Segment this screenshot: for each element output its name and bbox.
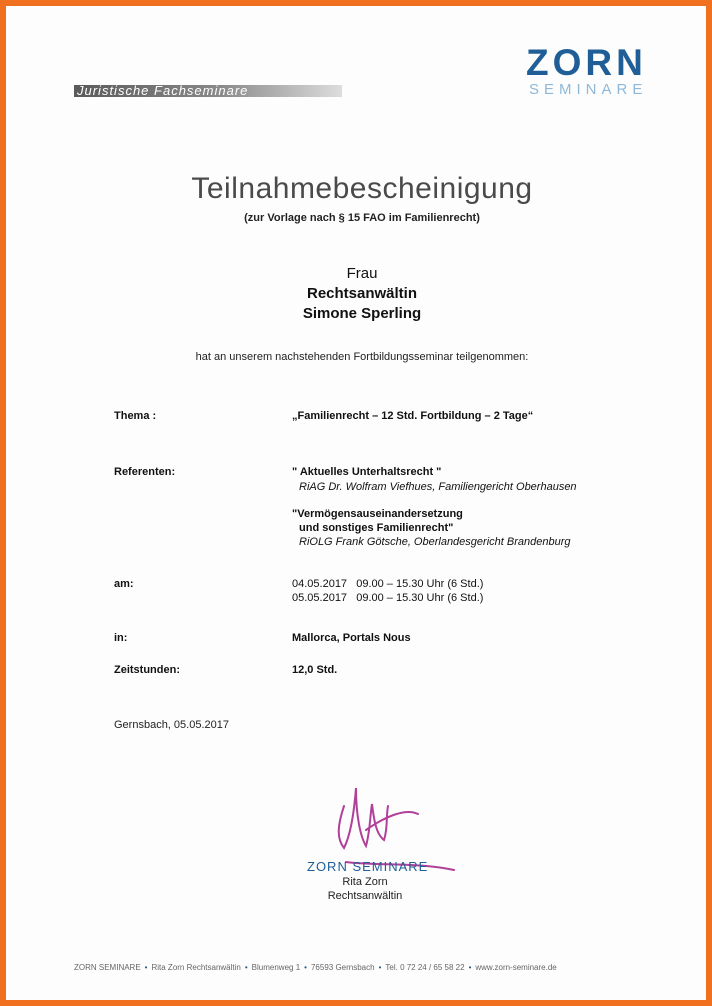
participation-statement: hat an unserem nachstehenden Fortbildungsseminar teilgenommen: <box>195 351 529 363</box>
recipient-block <box>6 264 712 324</box>
footer-separator: • <box>468 963 472 972</box>
header-band-text: Juristische Fachseminare <box>77 83 249 98</box>
footer-separator: • <box>378 963 382 972</box>
talk-2-title-line1: "Vermögensauseinandersetzung <box>292 508 463 520</box>
date-2: 05.05.2017 09.00 – 15.30 Uhr (6 Std.) <box>292 592 484 604</box>
signature-title: Rechtsanwältin <box>327 890 403 902</box>
footer-line <box>74 963 557 972</box>
brand-logo-word: ZORN <box>526 42 647 83</box>
footer-separator: • <box>244 963 248 972</box>
footer-website: www.zorn-seminare.de <box>475 963 557 972</box>
footer-phone: Tel. 0 72 24 / 65 58 22 <box>385 963 465 972</box>
recipient-profession: Rechtsanwältin <box>306 285 418 302</box>
hours-label: Zeitstunden: <box>114 664 180 676</box>
certificate-subtitle: (zur Vorlage nach § 15 FAO im Familienrecht) <box>244 212 480 224</box>
signature-name: Rita Zorn <box>342 876 388 888</box>
date-1: 04.05.2017 09.00 – 15.30 Uhr (6 Std.) <box>292 578 484 590</box>
talk-1-speaker: RiAG Dr. Wolfram Viefhues, Familiengericht Oberhausen <box>299 481 577 493</box>
brand-logo-subtitle: SEMINARE <box>529 81 648 98</box>
recipient-salutation: Frau <box>346 265 378 282</box>
footer-separator: • <box>304 963 307 972</box>
talk-2-speaker: RiOLG Frank Götsche, Oberlandesgericht Brandenburg <box>299 536 571 548</box>
location-value: Mallorca, Portals Nous <box>292 632 411 644</box>
signature-company: ZORN SEMINARE <box>307 859 429 874</box>
speakers-label: Referenten: <box>114 466 176 478</box>
hours-value: 12,0 Std. <box>292 664 338 676</box>
footer-company: ZORN SEMINARE <box>74 963 141 972</box>
dates-label: am: <box>114 578 134 590</box>
topic-value: „Familienrecht – 12 Std. Fortbildung – 2 Tage“ <box>292 410 534 422</box>
footer-owner: Rita Zorn Rechtsanwältin <box>151 963 241 972</box>
place-and-date: Gernsbach, 05.05.2017 <box>114 719 229 731</box>
footer-city: 76593 Gernsbach <box>310 963 375 972</box>
certificate-title: Teilnahmebescheinigung <box>191 172 533 205</box>
footer-street: Blumenweg 1 <box>251 963 301 972</box>
footer-separator: • <box>144 963 148 972</box>
recipient-name: Simone Sperling <box>302 305 422 322</box>
talk-2-title-line2: und sonstiges Familienrecht" <box>299 522 454 534</box>
talk-1-title: " Aktuelles Unterhaltsrecht " <box>292 466 442 478</box>
location-label: in: <box>114 632 128 644</box>
topic-label: Thema : <box>114 410 157 422</box>
